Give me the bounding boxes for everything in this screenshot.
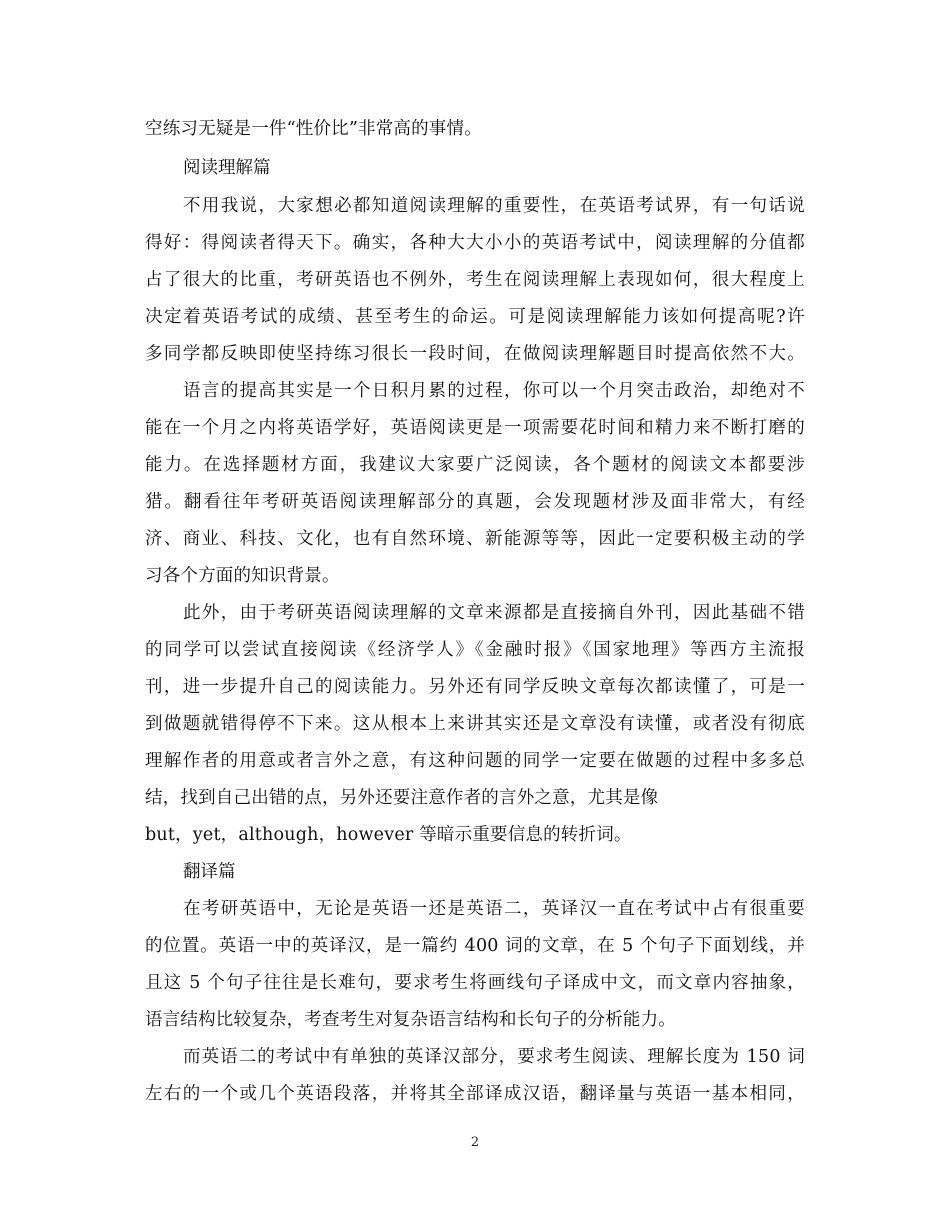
paragraph-line: 不用我说，大家想必都知道阅读理解的重要性，在英语考试界，有一句话说 — [183, 196, 805, 216]
section-heading-reading: 阅读理解篇 — [183, 158, 271, 178]
paragraph-line: 结，找到自己出错的点，另外还要注意作者的言外之意，尤其是像 — [145, 788, 659, 808]
paragraph-line: 能力。在选择题材方面，我建议大家要广泛阅读，各个题材的阅读文本都要涉 — [145, 455, 805, 475]
paragraph-line: 到做题就错得停不下来。这从根本上来讲其实还是文章没有读懂，或者没有彻底 — [145, 714, 805, 734]
paragraph-line: 猎。翻看往年考研英语阅读理解部分的真题，会发现题材涉及面非常大，有经 — [145, 492, 805, 512]
paragraph-line: 语言结构比较复杂，考查考生对复杂语言结构和长句子的分析能力。 — [145, 1010, 676, 1030]
page-number: 2 — [470, 1135, 480, 1150]
paragraph-line: 占了很大的比重，考研英语也不例外，考生在阅读理解上表现如何，很大程度上 — [145, 270, 805, 290]
paragraph-line: 的同学可以尝试直接阅读《经济学人》《金融时报》《国家地理》等西方主流报 — [145, 640, 805, 660]
paragraph-line: 多同学都反映即使坚持练习很长一段时间，在做阅读理解题目时提高依然不大。 — [145, 344, 805, 364]
paragraph-line: 能在一个月之内将英语学好，英语阅读更是一项需要花时间和精力来不断打磨的 — [145, 418, 805, 438]
paragraph-line: 的位置。英语一中的英译汉，是一篇约 400 词的文章，在 5 个句子下面划线，并 — [145, 936, 805, 956]
paragraph-line: 空练习无疑是一件“性价比”非常高的事情。 — [145, 119, 482, 139]
paragraph-line: 济、商业、科技、文化，也有自然环境、新能源等等，因此一定要积极主动的学 — [145, 529, 805, 549]
paragraph-line: 左右的一个或几个英语段落，并将其全部译成汉语，翻译量与英语一基本相同， — [145, 1084, 805, 1104]
paragraph-line: 理解作者的用意或者言外之意，有这种问题的同学一定要在做题的过程中多多总 — [145, 751, 805, 771]
paragraph-line: 在考研英语中，无论是英语一还是英语二，英译汉一直在考试中占有很重要 — [183, 899, 805, 919]
paragraph-line: 此外，由于考研英语阅读理解的文章来源都是直接摘自外刊，因此基础不错 — [183, 603, 805, 623]
paragraph-line: 得好：得阅读者得天下。确实，各种大大小小的英语考试中，阅读理解的分值都 — [145, 233, 805, 253]
paragraph-line: 语言的提高其实是一个日积月累的过程，你可以一个月突击政治，却绝对不 — [183, 381, 805, 401]
paragraph-line: 刊，进一步提升自己的阅读能力。另外还有同学反映文章每次都读懂了，可是一 — [145, 677, 805, 697]
paragraph-line: 习各个方面的知识背景。 — [145, 566, 340, 586]
paragraph-line: but，yet，although，however 等暗示重要信息的转折词。 — [145, 825, 632, 845]
paragraph-line: 且这 5 个句子往往是长难句，要求考生将画线句子译成中文，而文章内容抽象， — [145, 973, 805, 993]
paragraph-line: 而英语二的考试中有单独的英译汉部分，要求考生阅读、理解长度为 150 词 — [183, 1047, 805, 1067]
section-heading-translation: 翻译篇 — [183, 862, 236, 882]
paragraph-line: 决定着英语考试的成绩、甚至考生的命运。可是阅读理解能力该如何提高呢?许 — [145, 307, 805, 327]
